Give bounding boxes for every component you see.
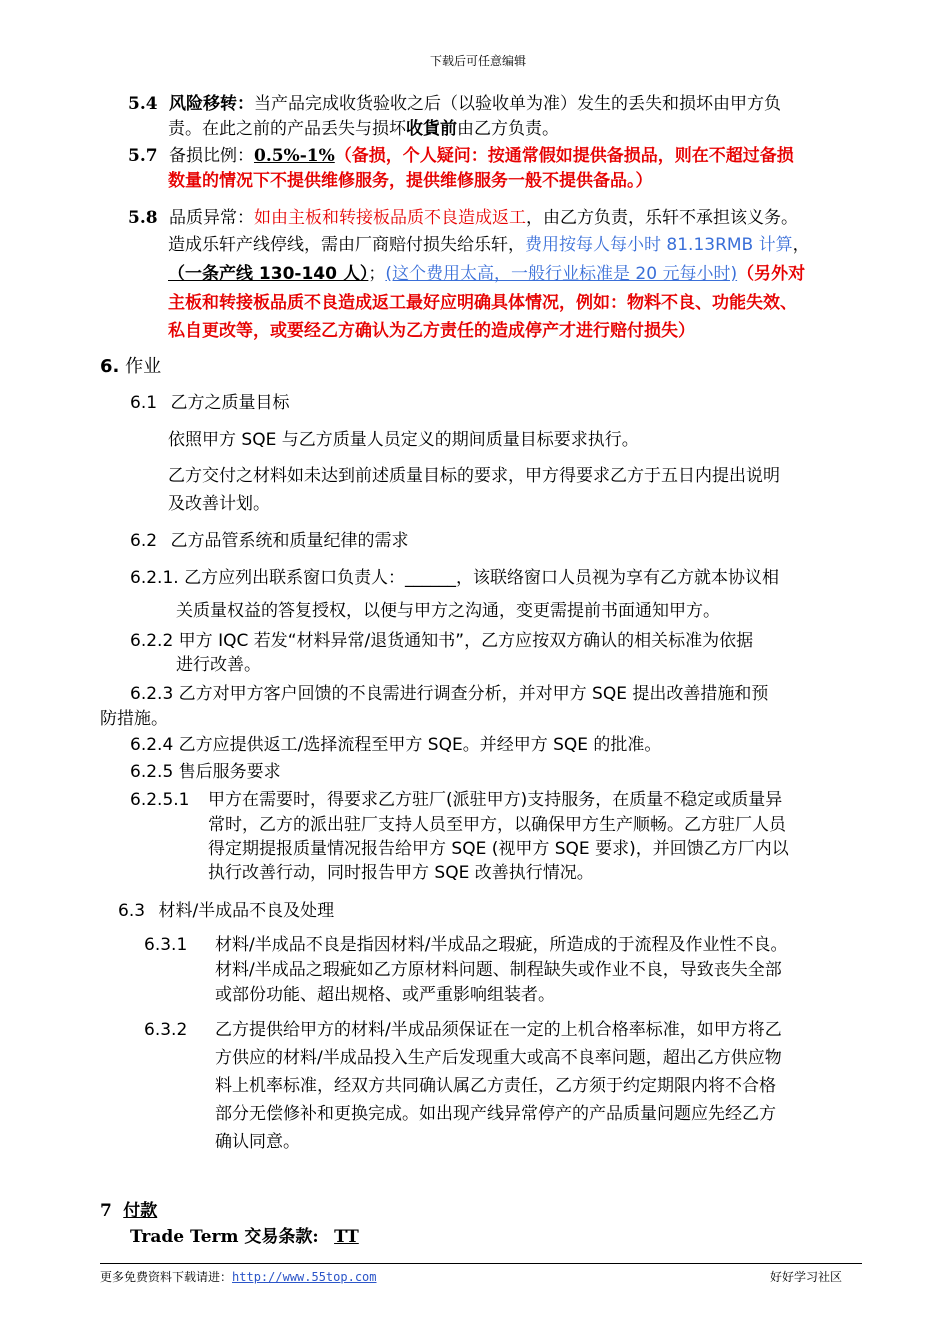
section-number: 6.1 [130, 393, 158, 413]
section-6-3-1-line-2: 材料/半成品之瑕疵如乙方原材料问题、制程缺失或作业不良，导致丧失全部 [215, 960, 782, 980]
section-6-3-2-line-5: 确认同意。 [215, 1132, 300, 1152]
footer-divider [100, 1263, 862, 1264]
section-6-2-3-line-1: 6.2.3 乙方对甲方客户回馈的不良需进行调查分析，并对甲方 SQE 提出改善措施和预 [130, 684, 769, 704]
section-number: 7 [100, 1201, 112, 1221]
section-6-2-2-line-1: 6.2.2 甲方 IQC 若发“材料异常/退货通知书”，乙方应按双方确认的相关标准为依据 [130, 631, 754, 651]
section-text: 当产品完成收货验收之后（以验收单为准）发生的丢失和损坏由甲方负 [253, 94, 781, 114]
section-title: 付款 [123, 1201, 158, 1221]
section-5-7-line-2: 数量的情况下不提供维修服务，提供维修服务一般不提供备品。） [168, 171, 653, 191]
section-title: 风险移转： [168, 94, 254, 114]
section-6-3-2-line-4: 部分无偿修补和更换完成。如出现产线异常停产的产品质量问题应先经乙方 [215, 1104, 776, 1124]
section-6-3-1-line-3: 或部份功能、超出规格、或严重影响组装者。 [215, 985, 555, 1005]
section-title: 乙方品管系统和质量纪律的需求 [170, 531, 409, 551]
red-note: （备损，个人疑问：按通常假如提供备损品，则在不超过备损 [334, 146, 794, 166]
section-label: 品质异常： [168, 208, 254, 228]
section-5-7-line-1 [128, 145, 794, 167]
section-title: 材料/半成品不良及处理 [158, 901, 335, 921]
section-6-3-2-line-3: 料上机率标准，经双方共同确认属乙方责任，乙方须于约定期限内将不合格 [215, 1076, 776, 1096]
section-6-3-2-line-1: 乙方提供给甲方的材料/半成品须保证在一定的上机合格率标准，如甲方将乙 [215, 1020, 782, 1040]
section-5-8-line-1 [128, 207, 798, 229]
section-6-2-heading [130, 530, 408, 552]
section-label: 备损比例： [168, 146, 254, 166]
section-6-2-3-line-2: 防措施。 [100, 709, 168, 729]
footer-right: 好好学习社区 [770, 1270, 843, 1284]
section-6-2-5-1-line-2: 常时，乙方的派出驻厂支持人员至甲方，以确保甲方生产顺畅。乙方驻厂人员 [208, 815, 786, 835]
underlined-text: （一条产线 130-140 人） [168, 264, 369, 284]
red-text: 如由主板和转接板品质不良造成返工 [253, 208, 526, 228]
section-6-2-1-line-1: 6.2.1. 乙方应列出联系窗口负责人：______，该联络窗口人员视为享有乙方就本协议相 [130, 568, 780, 588]
section-number: 6.3 [118, 901, 146, 921]
section-6-2-5-1-line-3: 得定期提报质量情况报告给甲方 SQE (视甲方 SQE 要求)，并回馈乙方厂内以 [208, 839, 789, 859]
text-span: 责。在此之前的产品丢失与损坏 [168, 119, 406, 139]
paragraph-6-1-a: 依照甲方 SQE 与乙方质量人员定义的期间质量目标要求执行。 [168, 430, 639, 450]
section-6-2-1-line-2: 关质量权益的答复授权，以便与甲方之沟通，变更需提前书面通知甲方。 [176, 601, 720, 621]
footer-label: 更多免费资料下载请进： [100, 1270, 233, 1284]
section-6-2-2-line-2: 进行改善。 [176, 655, 261, 675]
footer-link[interactable]: http://www.55top.com [232, 1270, 377, 1284]
trade-term-label: Trade Term 交易条款: [130, 1227, 319, 1247]
text-span: ； [368, 264, 386, 284]
section-6-2-5: 6.2.5 售后服务要求 [130, 762, 281, 782]
section-6-3-1-number: 6.3.1 [144, 935, 188, 955]
section-number: 5.7 [128, 146, 158, 166]
footer-left [100, 1268, 377, 1285]
section-6-2-5-1-number: 6.2.5.1 [130, 790, 190, 810]
section-7-heading [100, 1200, 157, 1222]
paragraph-6-1-b-line-1: 乙方交付之材料如未达到前述质量目标的要求，甲方得要求乙方于五日内提出说明 [168, 466, 780, 486]
section-title: 作业 [125, 356, 162, 377]
text-span: ，由乙方负责，乐轩不承担该义务。 [525, 208, 798, 228]
section-number: 6. [100, 356, 120, 377]
trade-term-line [130, 1226, 359, 1248]
section-5-8-line-4: 主板和转接板品质不良造成返工最好应明确具体情况，例如：物料不良、功能失效、 [168, 293, 797, 313]
section-5-8-line-3 [168, 263, 805, 285]
blue-text: (这个费用太高，一般行业标准是 20 元每小时) [385, 264, 738, 284]
text-span: 造成乐轩产线停线，需由厂商赔付损失给乐轩， [168, 235, 525, 255]
text-span: ， [792, 235, 810, 255]
section-number: 5.8 [128, 208, 158, 228]
ratio-value: 0.5%-1% [253, 146, 335, 166]
section-6-3-heading [118, 900, 334, 922]
section-5-8-line-2 [168, 234, 810, 256]
page-header: 下载后可任意编辑 [430, 54, 527, 68]
section-6-2-4: 6.2.4 乙方应提供返工/选择流程至甲方 SQE。并经甲方 SQE 的批准。 [130, 735, 662, 755]
section-6-heading [100, 355, 161, 379]
trade-term-value: TT [334, 1227, 359, 1247]
blue-text: 费用按每人每小时 81.13RMB 计算 [525, 235, 793, 255]
section-5-4-line-1 [128, 93, 781, 115]
section-title: 乙方之质量目标 [170, 393, 290, 413]
section-6-3-2-line-2: 方供应的材料/半成品投入生产后发现重大或高不良率问题，超出乙方供应物 [215, 1048, 782, 1068]
text-span: 由乙方负责。 [457, 119, 559, 139]
section-6-2-5-1-line-4: 执行改善行动，同时报告甲方 SQE 改善执行情况。 [208, 863, 594, 883]
text-span-bold: 收貨前 [406, 119, 457, 139]
section-number: 6.2 [130, 531, 158, 551]
section-6-1-heading [130, 392, 289, 414]
section-number: 5.4 [128, 94, 158, 114]
section-5-4-line-2 [168, 118, 559, 140]
section-6-3-2-number: 6.3.2 [144, 1020, 188, 1040]
section-6-3-1-line-1: 材料/半成品不良是指因材料/半成品之瑕疵，所造成的于流程及作业性不良。 [215, 935, 788, 955]
red-text: （另外对 [737, 264, 806, 284]
paragraph-6-1-b-line-2: 及改善计划。 [168, 494, 270, 514]
section-5-8-line-5: 私自更改等，或要经乙方确认为乙方责任的造成停产才进行赔付损失） [168, 321, 695, 341]
section-6-2-5-1-line-1: 甲方在需要时，得要求乙方驻厂(派驻甲方)支持服务，在质量不稳定或质量异 [208, 790, 783, 810]
